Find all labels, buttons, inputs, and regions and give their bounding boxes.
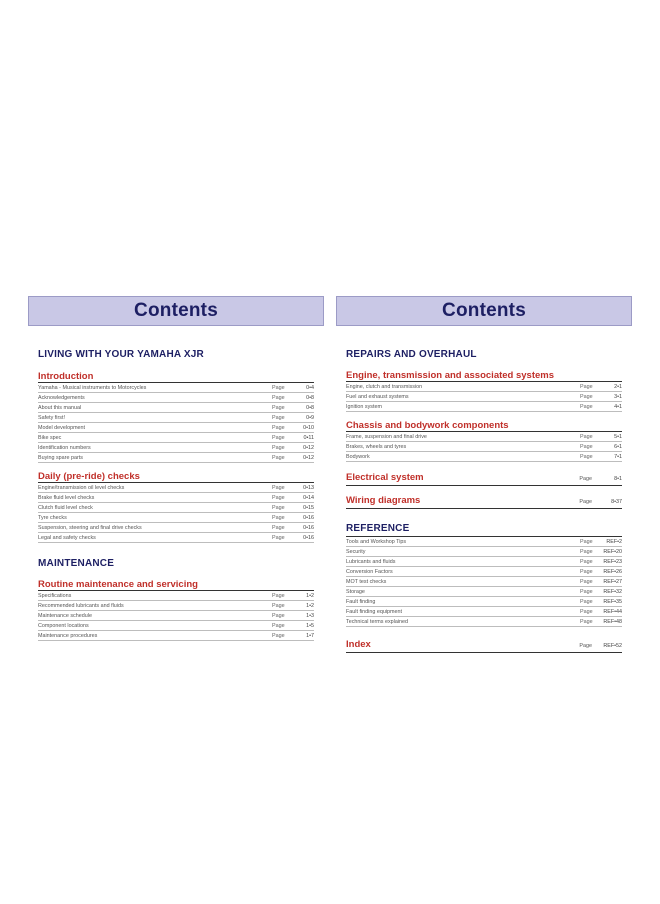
subsection-title-daily-checks: Daily (pre-ride) checks — [38, 471, 140, 482]
toc-entry-title: Technical terms explained — [346, 618, 409, 625]
page-word: Page — [579, 499, 592, 505]
toc-list-maintenance — [38, 591, 314, 641]
page-number: REF•32 — [603, 588, 622, 595]
toc-row[interactable] — [38, 503, 314, 513]
toc-entry-title: Clutch fluid level check — [38, 504, 93, 511]
toc-row[interactable] — [346, 452, 622, 462]
toc-entry-title: About this manual — [38, 404, 82, 411]
toc-row[interactable] — [346, 382, 622, 392]
toc-entry-title: Maintenance schedule — [38, 612, 92, 619]
toc-entry-title: Brakes, wheels and tyres — [346, 443, 407, 450]
toc-entry-title: Bike spec — [38, 434, 62, 441]
page-number: 7•1 — [614, 453, 622, 460]
toc-row[interactable] — [346, 587, 622, 597]
toc-entry-title: Fault finding equipment — [346, 608, 403, 615]
page-word: Page — [272, 384, 285, 391]
toc-entry-title: Safety first! — [38, 414, 65, 421]
page-word: Page — [272, 514, 285, 521]
left-contents-page — [28, 296, 324, 641]
toc-list-chassis — [346, 432, 622, 462]
toc-entry-title: Maintenance procedures — [38, 632, 98, 639]
page-word: Page — [272, 434, 285, 441]
page-number: 0•9 — [306, 414, 314, 421]
toc-row[interactable] — [38, 513, 314, 523]
toc-row[interactable] — [346, 392, 622, 402]
toc-entry-title: Storage — [346, 588, 365, 595]
toc-list-engine — [346, 382, 622, 412]
page-word: Page — [579, 476, 592, 482]
page-number: 0•15 — [303, 504, 314, 511]
toc-entry-title: Suspension, steering and final drive checks — [38, 524, 142, 531]
page-number: 1•5 — [306, 622, 314, 629]
section-heading-maintenance: MAINTENANCE — [38, 558, 115, 569]
page-word: Page — [272, 454, 285, 461]
toc-entry-title: Lubricants and fluids — [346, 558, 396, 565]
subsection-title-wiring: Wiring diagrams — [346, 495, 421, 506]
page-number: 0•12 — [303, 454, 314, 461]
page-word: Page — [272, 612, 285, 619]
toc-entry-title: Recommended lubricants and fluids — [38, 602, 124, 609]
page-word: Page — [272, 414, 285, 421]
page-number: REF•20 — [603, 548, 622, 555]
page-word: Page — [272, 424, 285, 431]
section-heading-repairs: REPAIRS AND OVERHAUL — [346, 349, 477, 360]
page-word: Page — [580, 383, 593, 390]
page-word: Page — [580, 393, 593, 400]
page-number: 1•7 — [306, 632, 314, 639]
subsection-title-introduction: Introduction — [38, 371, 94, 382]
page-word: Page — [580, 558, 593, 565]
page-number: REF•26 — [603, 568, 622, 575]
toc-row[interactable] — [38, 591, 314, 601]
toc-row[interactable] — [346, 617, 622, 627]
page-number: REF•27 — [603, 578, 622, 585]
contents-title: Contents — [442, 300, 526, 321]
toc-entry-title: Engine/transmission oil level checks — [38, 484, 125, 491]
toc-entry-title: Yamaha - Musical instruments to Motorcycles — [38, 384, 147, 391]
toc-entry-title: Acknowledgements — [38, 394, 85, 401]
toc-entry-title: Frame, suspension and final drive — [346, 433, 427, 440]
page-word: Page — [272, 404, 285, 411]
page-number: REF•23 — [603, 558, 622, 565]
page-number: REF•35 — [603, 598, 622, 605]
toc-entry-title: Fault finding — [346, 598, 376, 605]
toc-row[interactable] — [346, 432, 622, 442]
toc-entry-title: Ignition system — [346, 403, 382, 410]
section-heading-reference: REFERENCE — [346, 523, 622, 537]
page-number: REF•48 — [603, 618, 622, 625]
page-number: REF•52 — [603, 643, 622, 649]
toc-entry-title: Model development — [38, 424, 86, 431]
page-word: Page — [580, 548, 593, 555]
toc-row[interactable] — [38, 621, 314, 631]
page-number: 1•3 — [306, 612, 314, 619]
toc-row[interactable] — [38, 483, 314, 493]
toc-row-wiring[interactable] — [346, 495, 622, 509]
page-word: Page — [272, 592, 285, 599]
page-number: 8•37 — [611, 499, 622, 505]
toc-row[interactable] — [38, 393, 314, 403]
toc-row[interactable] — [38, 601, 314, 611]
toc-entry-title: Security — [346, 548, 366, 555]
toc-entry-title: Bodywork — [346, 453, 370, 460]
page-number: 0•16 — [303, 534, 314, 541]
toc-row[interactable] — [38, 443, 314, 453]
page-word: Page — [580, 588, 593, 595]
toc-entry-title: Fuel and exhaust systems — [346, 393, 409, 400]
toc-list-daily-checks — [38, 483, 314, 543]
page-number: 0•10 — [303, 424, 314, 431]
toc-entry-title: Specifications — [38, 592, 72, 599]
subsection-title-engine: Engine, transmission and associated systems — [346, 370, 555, 381]
page-word: Page — [272, 524, 285, 531]
page-word: Page — [272, 444, 285, 451]
toc-row-electrical[interactable] — [346, 472, 622, 486]
page-number: 0•14 — [303, 494, 314, 501]
page-number: 0•16 — [303, 514, 314, 521]
toc-entry-title: MOT test checks — [346, 578, 387, 585]
contents-title: Contents — [134, 300, 218, 321]
page-word: Page — [579, 643, 592, 649]
page-word: Page — [580, 443, 593, 450]
toc-row[interactable] — [38, 533, 314, 543]
page-word: Page — [580, 433, 593, 440]
subsection-title-index: Index — [346, 639, 371, 650]
page-word: Page — [272, 602, 285, 609]
toc-row[interactable] — [346, 597, 622, 607]
section-heading-living: LIVING WITH YOUR YAMAHA XJR — [38, 349, 204, 360]
toc-row[interactable] — [38, 433, 314, 443]
page-word: Page — [272, 534, 285, 541]
toc-row[interactable] — [346, 557, 622, 567]
toc-row[interactable] — [38, 523, 314, 533]
toc-row[interactable] — [38, 383, 314, 393]
toc-entry-title: Identification numbers — [38, 444, 91, 451]
page-number: 3•1 — [614, 393, 622, 400]
page-number: 2•1 — [614, 383, 622, 390]
page-word: Page — [580, 453, 593, 460]
page-word: Page — [580, 538, 593, 545]
page-word: Page — [272, 494, 285, 501]
page-word: Page — [272, 504, 285, 511]
page-word: Page — [272, 632, 285, 639]
toc-row[interactable] — [346, 537, 622, 547]
toc-row[interactable] — [346, 442, 622, 452]
page-word: Page — [272, 394, 285, 401]
page-number: 0•8 — [306, 394, 314, 401]
toc-entry-title: Tyre checks — [38, 514, 67, 521]
toc-row[interactable] — [38, 413, 314, 423]
toc-entry-title: Tools and Workshop Tips — [346, 538, 407, 545]
page-number: 5•1 — [614, 433, 622, 440]
toc-row[interactable] — [38, 403, 314, 413]
page-number: 0•16 — [303, 524, 314, 531]
toc-entry-title: Engine, clutch and transmission — [346, 383, 423, 390]
subsection-title-chassis: Chassis and bodywork components — [346, 420, 509, 431]
toc-row[interactable] — [38, 493, 314, 503]
page-number: REF•2 — [606, 538, 622, 545]
toc-entry-title: Buying spare parts — [38, 454, 83, 461]
toc-row[interactable] — [346, 402, 622, 412]
page-number: 0•12 — [303, 444, 314, 451]
toc-row-index[interactable] — [346, 639, 622, 653]
toc-row[interactable] — [38, 423, 314, 433]
page-number: 0•4 — [306, 384, 314, 391]
toc-list-introduction — [38, 383, 314, 463]
page-number: 1•2 — [306, 592, 314, 599]
page-number: REF•44 — [603, 608, 622, 615]
toc-list-reference — [346, 537, 622, 627]
toc-row[interactable] — [346, 547, 622, 557]
page-word: Page — [272, 622, 285, 629]
page-number: 0•11 — [303, 434, 314, 441]
toc-row[interactable] — [38, 631, 314, 641]
page-number: 4•1 — [614, 403, 622, 410]
toc-row[interactable] — [346, 607, 622, 617]
page-number: 0•8 — [306, 404, 314, 411]
page-word: Page — [580, 598, 593, 605]
toc-row[interactable] — [346, 567, 622, 577]
toc-entry-title: Conversion Factors — [346, 568, 393, 575]
page-number: 1•2 — [306, 602, 314, 609]
page-number: 6•1 — [614, 443, 622, 450]
page-word: Page — [272, 484, 285, 491]
page-word: Page — [580, 618, 593, 625]
contents-header-band — [28, 296, 324, 326]
page-word: Page — [580, 608, 593, 615]
subsection-title-routine-maintenance: Routine maintenance and servicing — [38, 579, 198, 590]
page-number: 8•1 — [614, 476, 622, 482]
toc-entry-title: Brake fluid level checks — [38, 494, 95, 501]
page-word: Page — [580, 403, 593, 410]
toc-entry-title: Legal and safety checks — [38, 534, 96, 541]
right-contents-page — [336, 296, 632, 653]
page-word: Page — [580, 568, 593, 575]
toc-row[interactable] — [38, 611, 314, 621]
subsection-title-electrical: Electrical system — [346, 472, 424, 483]
toc-entry-title: Component locations — [38, 622, 89, 629]
page-number: 0•13 — [303, 484, 314, 491]
page-word: Page — [580, 578, 593, 585]
toc-row[interactable] — [346, 577, 622, 587]
toc-row[interactable] — [38, 453, 314, 463]
contents-header-band — [336, 296, 632, 326]
